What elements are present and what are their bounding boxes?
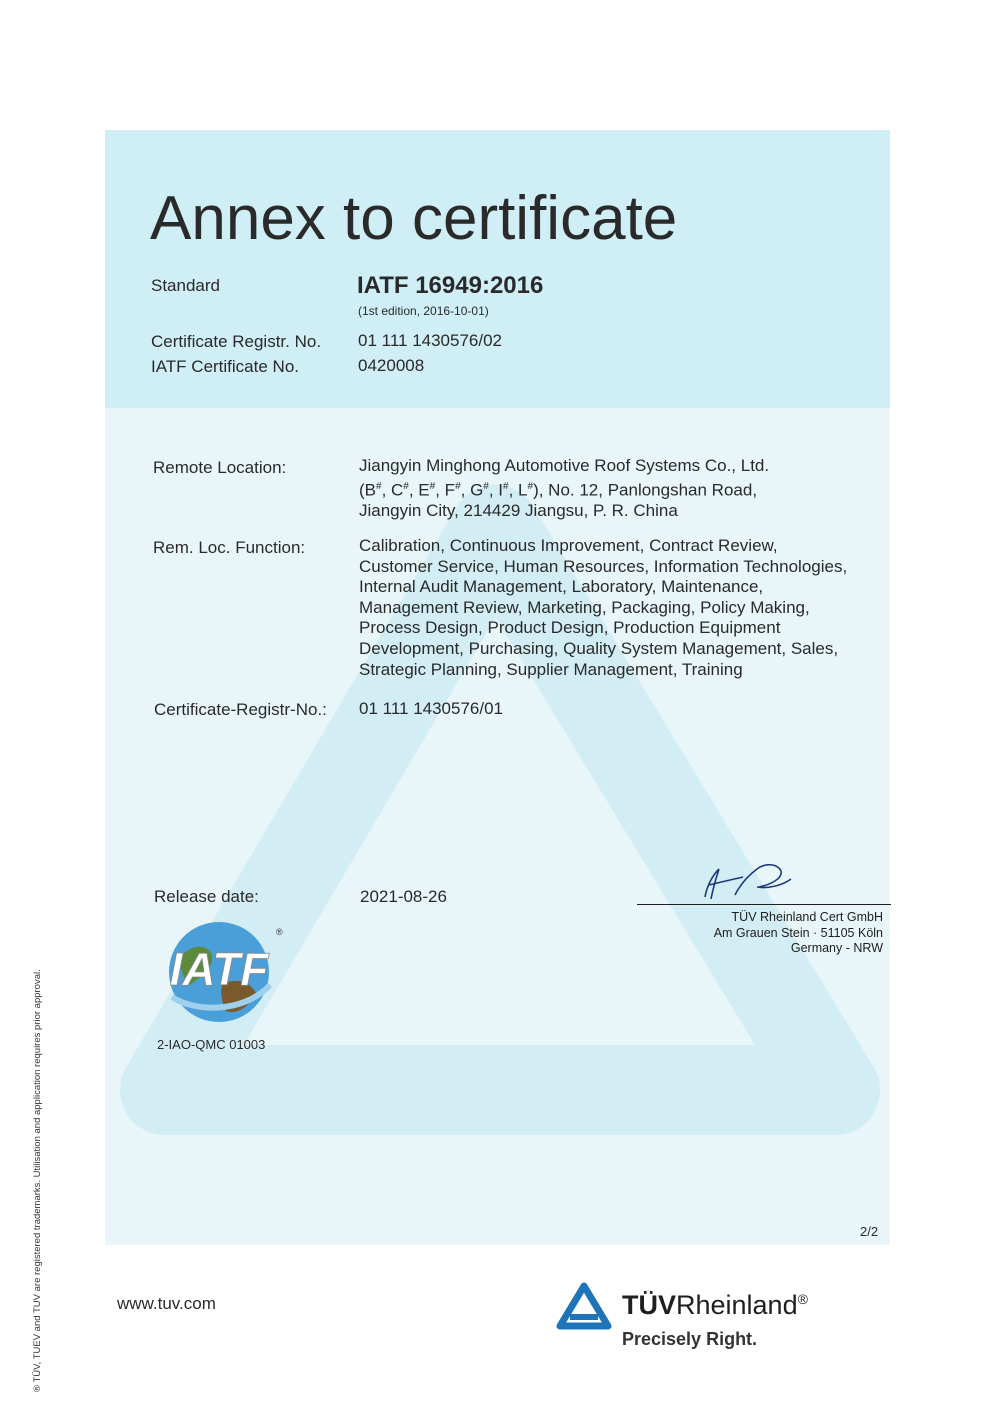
building-line: (B#, C#, E#, F#, G#, I#, L#), No. 12, Panlongshan Road, [359,480,758,500]
function-line: Internal Audit Management, Laboratory, Maintenance, [359,577,764,597]
function-line: Management Review, Marketing, Packaging, Policy Making, [359,597,810,617]
function-line: Development, Purchasing, Quality System Management, Sales, [359,638,839,658]
iatf-logo [152,915,287,1030]
standard-edition: (1st edition, 2016-10-01) [358,304,489,318]
cert-registr-label: Certificate-Registr-No.: [154,700,327,719]
iatf-cert-label: IATF Certificate No. [151,357,299,376]
issuer-name: TÜV Rheinland Cert GmbH [731,910,883,924]
iatf-logo-code: 2-IAO-QMC 01003 [157,1037,266,1052]
brand-regular: Rheinland [676,1290,798,1320]
issuer-address: Am Grauen Stein · 51105 Köln [713,925,883,940]
signature-line [637,904,891,905]
tuv-triangle-icon [556,1282,612,1330]
issuer-block [714,910,883,957]
registration-value: 01 111 1430576/02 [358,331,503,350]
iatf-logo-text: IATF [169,943,269,995]
function-label: Rem. Loc. Function: [153,538,306,557]
function-line: Customer Service, Human Resources, Information Technologies, [359,556,848,576]
function-line: Process Design, Product Design, Production Equipment [359,618,781,638]
remote-location-label: Remote Location: [153,458,287,477]
standard-label: Standard [151,276,220,295]
issuer-region: Germany - NRW [790,941,883,955]
release-label: Release date: [154,887,259,906]
brand-bold: TÜV [622,1290,676,1320]
street-line: ), No. 12, Panlongshan Road, [533,480,758,500]
remote-location-address [359,456,769,521]
brand-registered: ® [797,1291,808,1307]
function-line: Calibration, Continuous Improvement, Contract Review, [359,536,778,555]
brand-name [622,1290,808,1321]
release-value: 2021-08-26 [360,887,447,906]
trademark-notice: ® TÜV, TUEV and TUV are registered trademarks. Utilisation and application requires prior approval. [32,969,43,1392]
company-name: Jiangyin Minghong Automotive Roof Systems Co., Ltd. [359,456,770,475]
function-line: Strategic Planning, Supplier Management, Training [359,659,743,679]
page-title: Annex to certificate [150,184,678,253]
iatf-registered-mark: ® [276,927,283,937]
standard-value: IATF 16949:2016 [357,272,544,299]
function-list [359,536,847,680]
registration-label: Certificate Registr. No. [151,332,322,351]
website-link[interactable]: www.tuv.com [117,1294,216,1313]
city-line: Jiangyin City, 214429 Jiangsu, P. R. China [359,500,678,520]
page-number: 2/2 [860,1224,879,1239]
cert-registr-value: 01 111 1430576/01 [359,699,504,718]
brand-tagline: Precisely Right. [622,1329,758,1349]
signature [695,855,805,905]
iatf-cert-value: 0420008 [358,356,425,375]
